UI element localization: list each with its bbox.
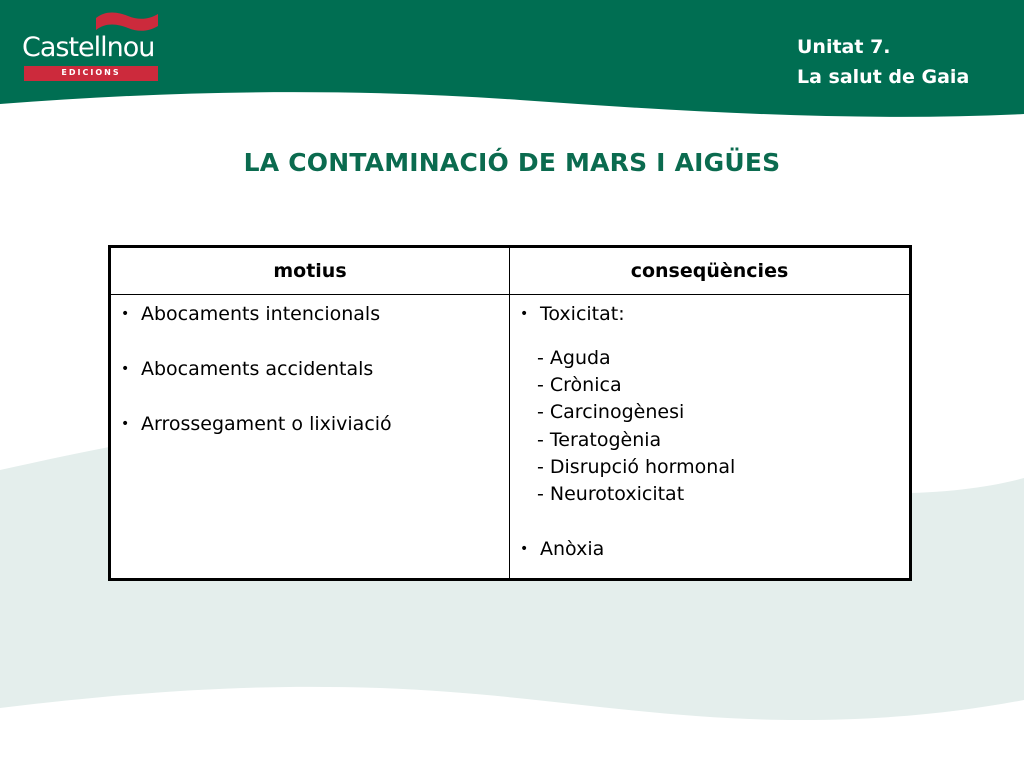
sub-list-item: - Neurotoxicitat [537,483,685,505]
anoxia-label: Anòxia [540,538,605,560]
logo-flag-icon [96,10,160,34]
bullet-icon: • [520,306,529,322]
logo-subtext: EDICIONS [61,68,121,77]
motiu-text: Arrossegament o lixiviació [141,413,392,435]
sub-list-item: - Disrupció hormonal [537,456,736,478]
motiu-text: Abocaments intencionals [141,303,381,325]
list-item [121,303,380,325]
list-item [121,413,392,435]
slide-title: LA CONTAMINACIÓ DE MARS I AIGÜES [243,148,781,177]
causes-consequences-table [108,245,912,581]
bullet-icon: • [121,361,130,377]
sub-list-item: - Crònica [537,374,622,396]
unit-header [797,32,969,92]
list-item [520,303,625,325]
sub-list-item: - Carcinogènesi [537,401,685,423]
table-header-row [110,247,911,295]
consequencies-cell [510,295,911,580]
unit-number: Unitat 7. [797,36,891,58]
list-item [520,538,604,560]
bullet-icon: • [121,416,130,432]
bullet-icon: • [121,306,130,322]
motiu-text: Abocaments accidentals [141,358,374,380]
bullet-icon: • [520,541,529,557]
motius-cell [110,295,510,580]
sub-list-item: - Teratogènia [537,429,662,451]
toxicitat-label: Toxicitat: [540,303,625,325]
sub-list-item: - Aguda [537,347,611,369]
header-motius: motius [110,247,510,295]
logo-wordmark: Castellnou [22,32,155,63]
unit-title: La salut de Gaia [797,66,970,88]
list-item [121,358,373,380]
header-consequencies: conseqüències [510,247,911,295]
castellnou-logo [22,10,160,80]
table-row [110,295,911,580]
